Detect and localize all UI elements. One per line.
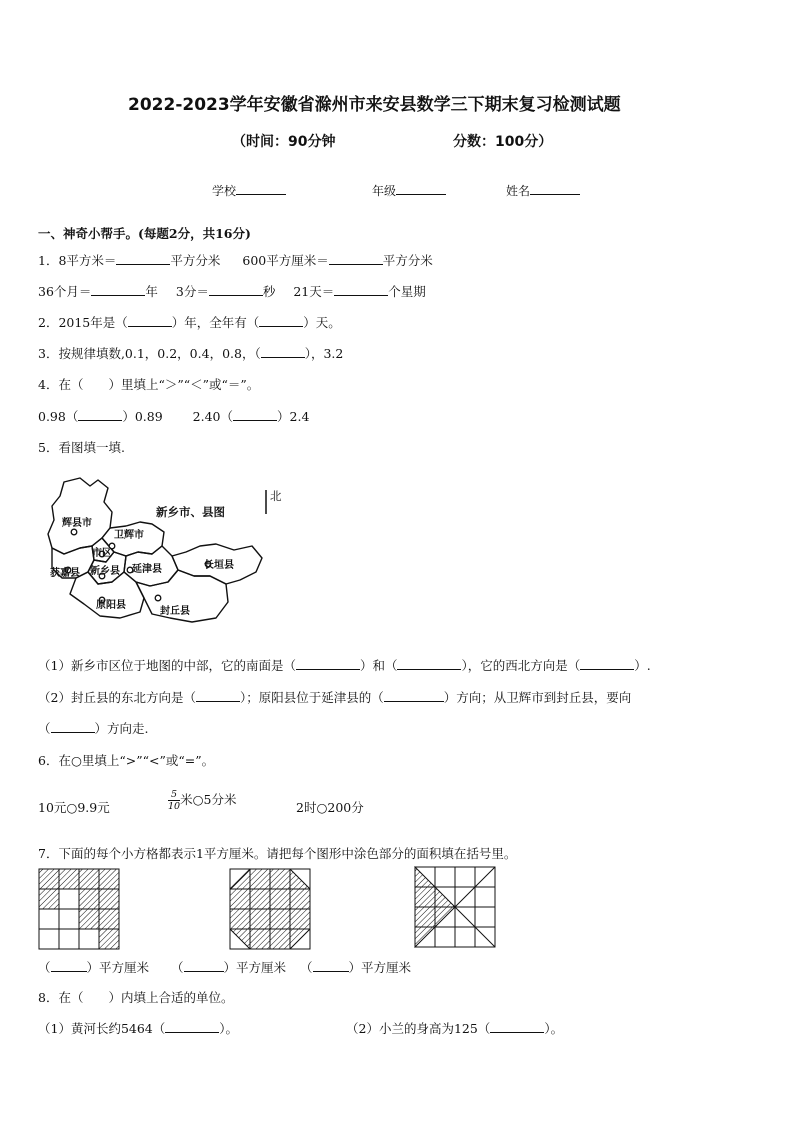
question-5-stem: 5．看图填一填.: [38, 440, 125, 455]
question-5-part-1: （1）新乡市区位于地图的中部，它的南面是（ ）和（ ），它的西北方向是（ ）.: [38, 658, 651, 673]
page-title: 2022-2023学年安徽省滁州市来安县数学三下期末复习检测试题: [128, 95, 621, 115]
grid-figure-2: [229, 868, 311, 950]
answer-blank[interactable]: [196, 689, 240, 702]
map-label: 长垣县: [204, 560, 234, 571]
question-4-stem: 4．在（ ）里填上“＞”“＜”或“＝”。: [38, 377, 260, 392]
question-7-answers: （ ）平方厘米 （ ）平方厘米 （ ）平方厘米: [38, 960, 412, 975]
question-4-items: 0.98（ ）0.89 2.40（ ）2.4: [38, 409, 310, 424]
section-heading: 一、神奇小帮手。(每题2分，共16分): [38, 226, 251, 241]
school-label: 学校: [212, 184, 237, 198]
question-7-stem: 7．下面的每个小方格都表示1平方厘米。请把每个图形中涂色部分的面积填在括号里。: [38, 846, 517, 861]
question-3: 3．按规律填数,0.1，0.2，0.4，0.8，（ ），3.2: [38, 346, 344, 361]
answer-blank[interactable]: [259, 314, 303, 327]
map-label: 获嘉县: [50, 568, 80, 579]
answer-blank[interactable]: [580, 657, 634, 670]
answer-blank[interactable]: [165, 1020, 219, 1033]
north-label: 北: [270, 489, 282, 503]
map-label: 延津县: [132, 564, 162, 575]
question-5-part-2: （2）封丘县的东北方向是（ ）；原阳县位于延津县的（ ）方向；从卫辉市到封丘县，要向: [38, 690, 632, 705]
map-label: 卫辉市: [114, 530, 144, 541]
answer-blank[interactable]: [233, 408, 277, 421]
answer-blank[interactable]: [329, 252, 383, 265]
answer-blank[interactable]: [261, 345, 305, 358]
name-label: 姓名: [506, 184, 531, 198]
grade-blank[interactable]: [396, 182, 446, 195]
grid-figure-3: [414, 866, 496, 948]
school-blank[interactable]: [236, 182, 286, 195]
fraction: $\frac{5}{10}$: [168, 789, 181, 812]
grid-figure-1: [38, 868, 120, 950]
map-region-huixian: [48, 478, 112, 554]
question-5-part-2-cont: （ ）方向走.: [38, 721, 149, 736]
map-label: 原阳县: [96, 600, 126, 611]
map-label: 辉县市: [62, 518, 92, 529]
map-label: 封丘县: [160, 606, 190, 617]
answer-blank[interactable]: [397, 657, 461, 670]
question-2: 2．2015年是（ ）年，全年有（ ）天。: [38, 315, 341, 330]
question-6-item-b: $\frac{5}{10}$ 米○5分米: [168, 789, 237, 812]
name-field: [506, 182, 580, 199]
answer-blank[interactable]: [91, 283, 145, 296]
answer-blank[interactable]: [78, 408, 122, 421]
exam-score: 分数：100分）: [453, 134, 553, 150]
answer-blank[interactable]: [490, 1020, 544, 1033]
question-6-item-c: 2时○200分: [296, 800, 364, 815]
answer-blank[interactable]: [51, 959, 87, 972]
answer-blank[interactable]: [384, 689, 444, 702]
xinxiang-map: [40, 472, 300, 632]
answer-blank[interactable]: [184, 959, 224, 972]
question-1-line-1: 1．8平方米＝ 平方分米 600平方厘米＝ 平方分米: [38, 253, 433, 268]
answer-blank[interactable]: [128, 314, 172, 327]
map-label: 新乡县: [90, 566, 120, 577]
question-8-item-1: （1）黄河长约5464（ ）。: [38, 1021, 239, 1036]
answer-blank[interactable]: [313, 959, 349, 972]
question-8-item-2: （2）小兰的身高为125（ ）。: [346, 1021, 564, 1036]
question-1-line-2: 36个月＝ 年 3分＝ 秒 21天＝ 个星期: [38, 284, 426, 299]
grade-field: [372, 182, 446, 199]
answer-blank[interactable]: [296, 657, 360, 670]
school-field: [212, 182, 286, 199]
exam-time: （时间：90分钟: [232, 134, 336, 150]
map-title: 新乡市、县图: [156, 505, 225, 519]
question-6-item-a: 10元○9.9元: [38, 800, 110, 815]
answer-blank[interactable]: [51, 720, 95, 733]
question-6-stem: 6．在○里填上“>”“<”或“=”。: [38, 753, 215, 768]
name-blank[interactable]: [530, 182, 580, 195]
answer-blank[interactable]: [209, 283, 263, 296]
map-label: 市区: [92, 548, 112, 559]
answer-blank[interactable]: [334, 283, 388, 296]
map-region-yuanyang: [70, 572, 144, 618]
question-8-stem: 8．在（ ）内填上合适的单位。: [38, 990, 234, 1005]
grade-label: 年级: [372, 184, 397, 198]
answer-blank[interactable]: [116, 252, 170, 265]
